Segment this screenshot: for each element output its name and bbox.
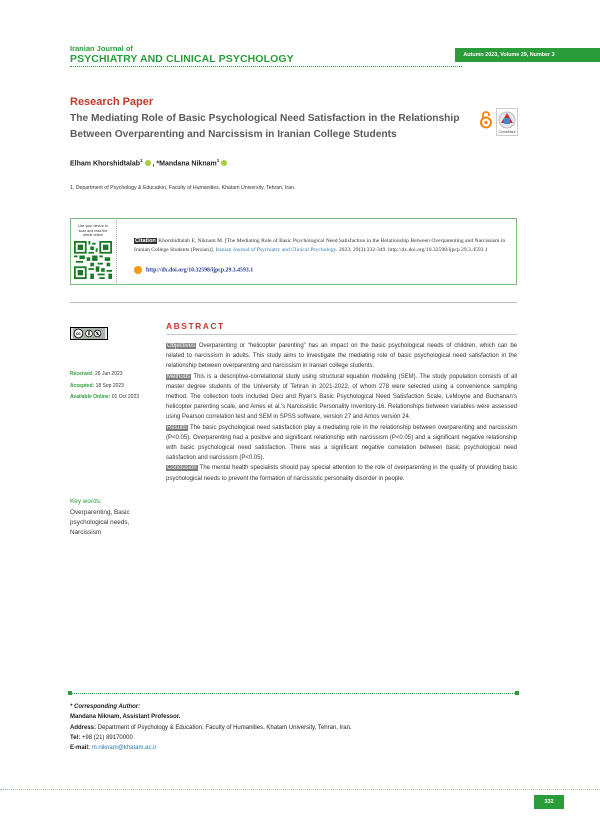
citation-body: Khorshidtalab E, Niknam M. [The Mediating Role of Basic Psychological Need Satisfaction in the Relationship Between Overparenting and Narcissism in Iranian College Students (Persian)]. <box>134 238 506 253</box>
open-access-icon <box>479 110 493 129</box>
qr-code-icon[interactable] <box>74 241 112 279</box>
tel-label: Tel: <box>70 734 81 741</box>
received-date: 26 Jun 2023 <box>95 371 123 377</box>
methods-text: This is a descriptive-correlational study using structural equation modeling (SEM). The study population consists of all master degree students of the University of Tehran in 2021-2022, of whom 278 were selected using a convenience sampling method. The collection tools included Deci and Ryan's Basic Psychological Need Satisfaction Scale, LeMoyne and Buchanan's helicopter parenting scale, and Ames et al.'s Narcissistic Personality Inventory-16. Relationships between variables were assessed using Pearson correlation test and SEM in SPSS software, version 27 and Amos version 24. <box>166 373 517 421</box>
footer-rule-dot-right <box>515 691 519 695</box>
keywords: Overparenting, Basic psychological needs, Narcissism <box>70 509 130 537</box>
author-sup: 1 <box>216 158 220 163</box>
abstract-title: ABSTRACT <box>166 321 225 331</box>
journal-title: PSYCHIATRY AND CLINICAL PSYCHOLOGY <box>70 53 294 65</box>
doi-line <box>134 266 253 274</box>
crossmark-label: CrossMark <box>498 130 516 134</box>
orcid-icon[interactable] <box>221 160 227 166</box>
crossmark-badge[interactable] <box>496 108 518 136</box>
tel-row <box>70 733 352 743</box>
orcid-icon[interactable] <box>145 160 151 166</box>
affiliation: 1. Department of Psychology & Education, Faculty of Humanities, Khatam University, Tehran, Iran. <box>70 185 296 191</box>
author-name: Elham Khorshidtalab <box>70 160 141 168</box>
email-label: E-mail: <box>70 745 91 752</box>
correspondence-block <box>70 702 352 753</box>
conclusion-label: Conclusion <box>167 465 197 472</box>
tel-text: +98 (21) 89170000 <box>81 734 133 741</box>
online-row <box>70 392 139 404</box>
accepted-label: Accepted: <box>70 382 95 389</box>
citation-details: 2023; 29(3):332-349. http://dx.doi.org/10.32598/ijpcp.29.3.4593.1 <box>338 246 488 253</box>
corresponding-name <box>70 712 352 722</box>
author-sup: 1 <box>140 158 143 163</box>
footer-rule <box>70 693 517 694</box>
corresponding-name-text: Mandana Niknam, Assistant Professor. <box>70 714 181 721</box>
online-date: 01 Oct 2023 <box>111 394 140 400</box>
paper-title: The Mediating Role of Basic Psychological Need Satisfaction in the Relationship Between Overparenting and Narcissism in Iranian College Students <box>70 113 460 140</box>
qr-block <box>74 224 112 279</box>
results-label: Results <box>167 424 188 431</box>
qr-caption: Use your device to scan and read the article online <box>78 224 108 238</box>
abstract-results <box>166 423 517 464</box>
author-name: *Mandana Niknam <box>156 160 217 168</box>
abstract-conclusion <box>166 463 517 483</box>
objectives-text: Overparenting or “helicopter parenting” has an impact on the basic psychological needs of children, which can be related to narcissism in adults. This study aims to investigate the mediating role of basic psychological need satisfaction in the relationship between overparenting and narcissism in Iranian college students. <box>166 343 517 370</box>
doi-link[interactable]: http://dx.doi.org/10.32598/ijpcp.29.3.4593.1 <box>146 267 254 274</box>
address-label: Address: <box>70 724 97 731</box>
crossmark-icon <box>497 110 517 130</box>
address-row <box>70 723 352 733</box>
citation-label: Citation <box>135 238 156 244</box>
doi-icon <box>134 266 142 274</box>
header-rule <box>70 66 462 67</box>
abstract-methods <box>166 372 517 423</box>
keywords-title: Key words: <box>70 498 102 505</box>
paper-type: Research Paper <box>70 96 154 108</box>
issue-badge: Autumn 2023, Volume 29, Number 3 <box>455 48 563 62</box>
citation-journal-link[interactable]: Iranian Journal of Psychiatry and Clinical Psychology. <box>215 246 338 253</box>
cc-mark: cc <box>76 331 81 337</box>
objectives-label: Objectives <box>167 343 196 349</box>
section-rule <box>70 302 517 303</box>
accepted-row <box>70 381 139 393</box>
citation-text <box>134 237 509 254</box>
journal-name: Iranian Journal of <box>70 44 133 53</box>
cc-license-icon[interactable] <box>70 327 108 340</box>
abstract-objectives <box>166 341 517 372</box>
abstract-body <box>166 341 517 484</box>
footer-rule-dot-left <box>68 691 72 695</box>
email-link[interactable]: m.niknam@khatam.ac.ir <box>91 745 157 752</box>
header-accent-bar <box>562 48 600 62</box>
received-row <box>70 369 139 381</box>
online-label: Available Online: <box>70 394 111 400</box>
page-number: 332 <box>534 795 564 809</box>
accepted-date: 18 Sep 2023 <box>95 382 124 389</box>
citation-divider <box>116 220 117 283</box>
methods-label: Methods <box>167 373 191 380</box>
page-bottom-rule <box>0 789 600 790</box>
results-text: The basic psychological need satisfaction play a mediating role in the relationship between overparenting and narcissism (P<0.05). Overparenting had a positive and significant relationship with narcissism (P<0.05) and a significant negative relationship with basic psychological need satisfaction. There was a significant negative correlation between basic psychological need satisfaction and narcissism (P<0.05). <box>166 424 517 462</box>
corresponding-heading: * Corresponding Author: <box>70 704 141 710</box>
author-list: Elham Khorshidtalab$^1$ , *Mandana Niknam$^1$ <box>70 158 229 167</box>
dates-block <box>70 369 139 404</box>
received-label: Received: <box>70 371 94 377</box>
conclusion-text: The mental health specialists should pay special attention to the role of overparenting in the quality of providing basic psychological needs to prevent the formation of narcissistic personality disorder in people. <box>166 465 518 482</box>
email-row <box>70 743 352 753</box>
abstract-rule <box>166 334 517 335</box>
address-text: Department of Psychology & Education, Faculty of Humanities, Khatam University, Tehran, Iran. <box>97 724 352 731</box>
